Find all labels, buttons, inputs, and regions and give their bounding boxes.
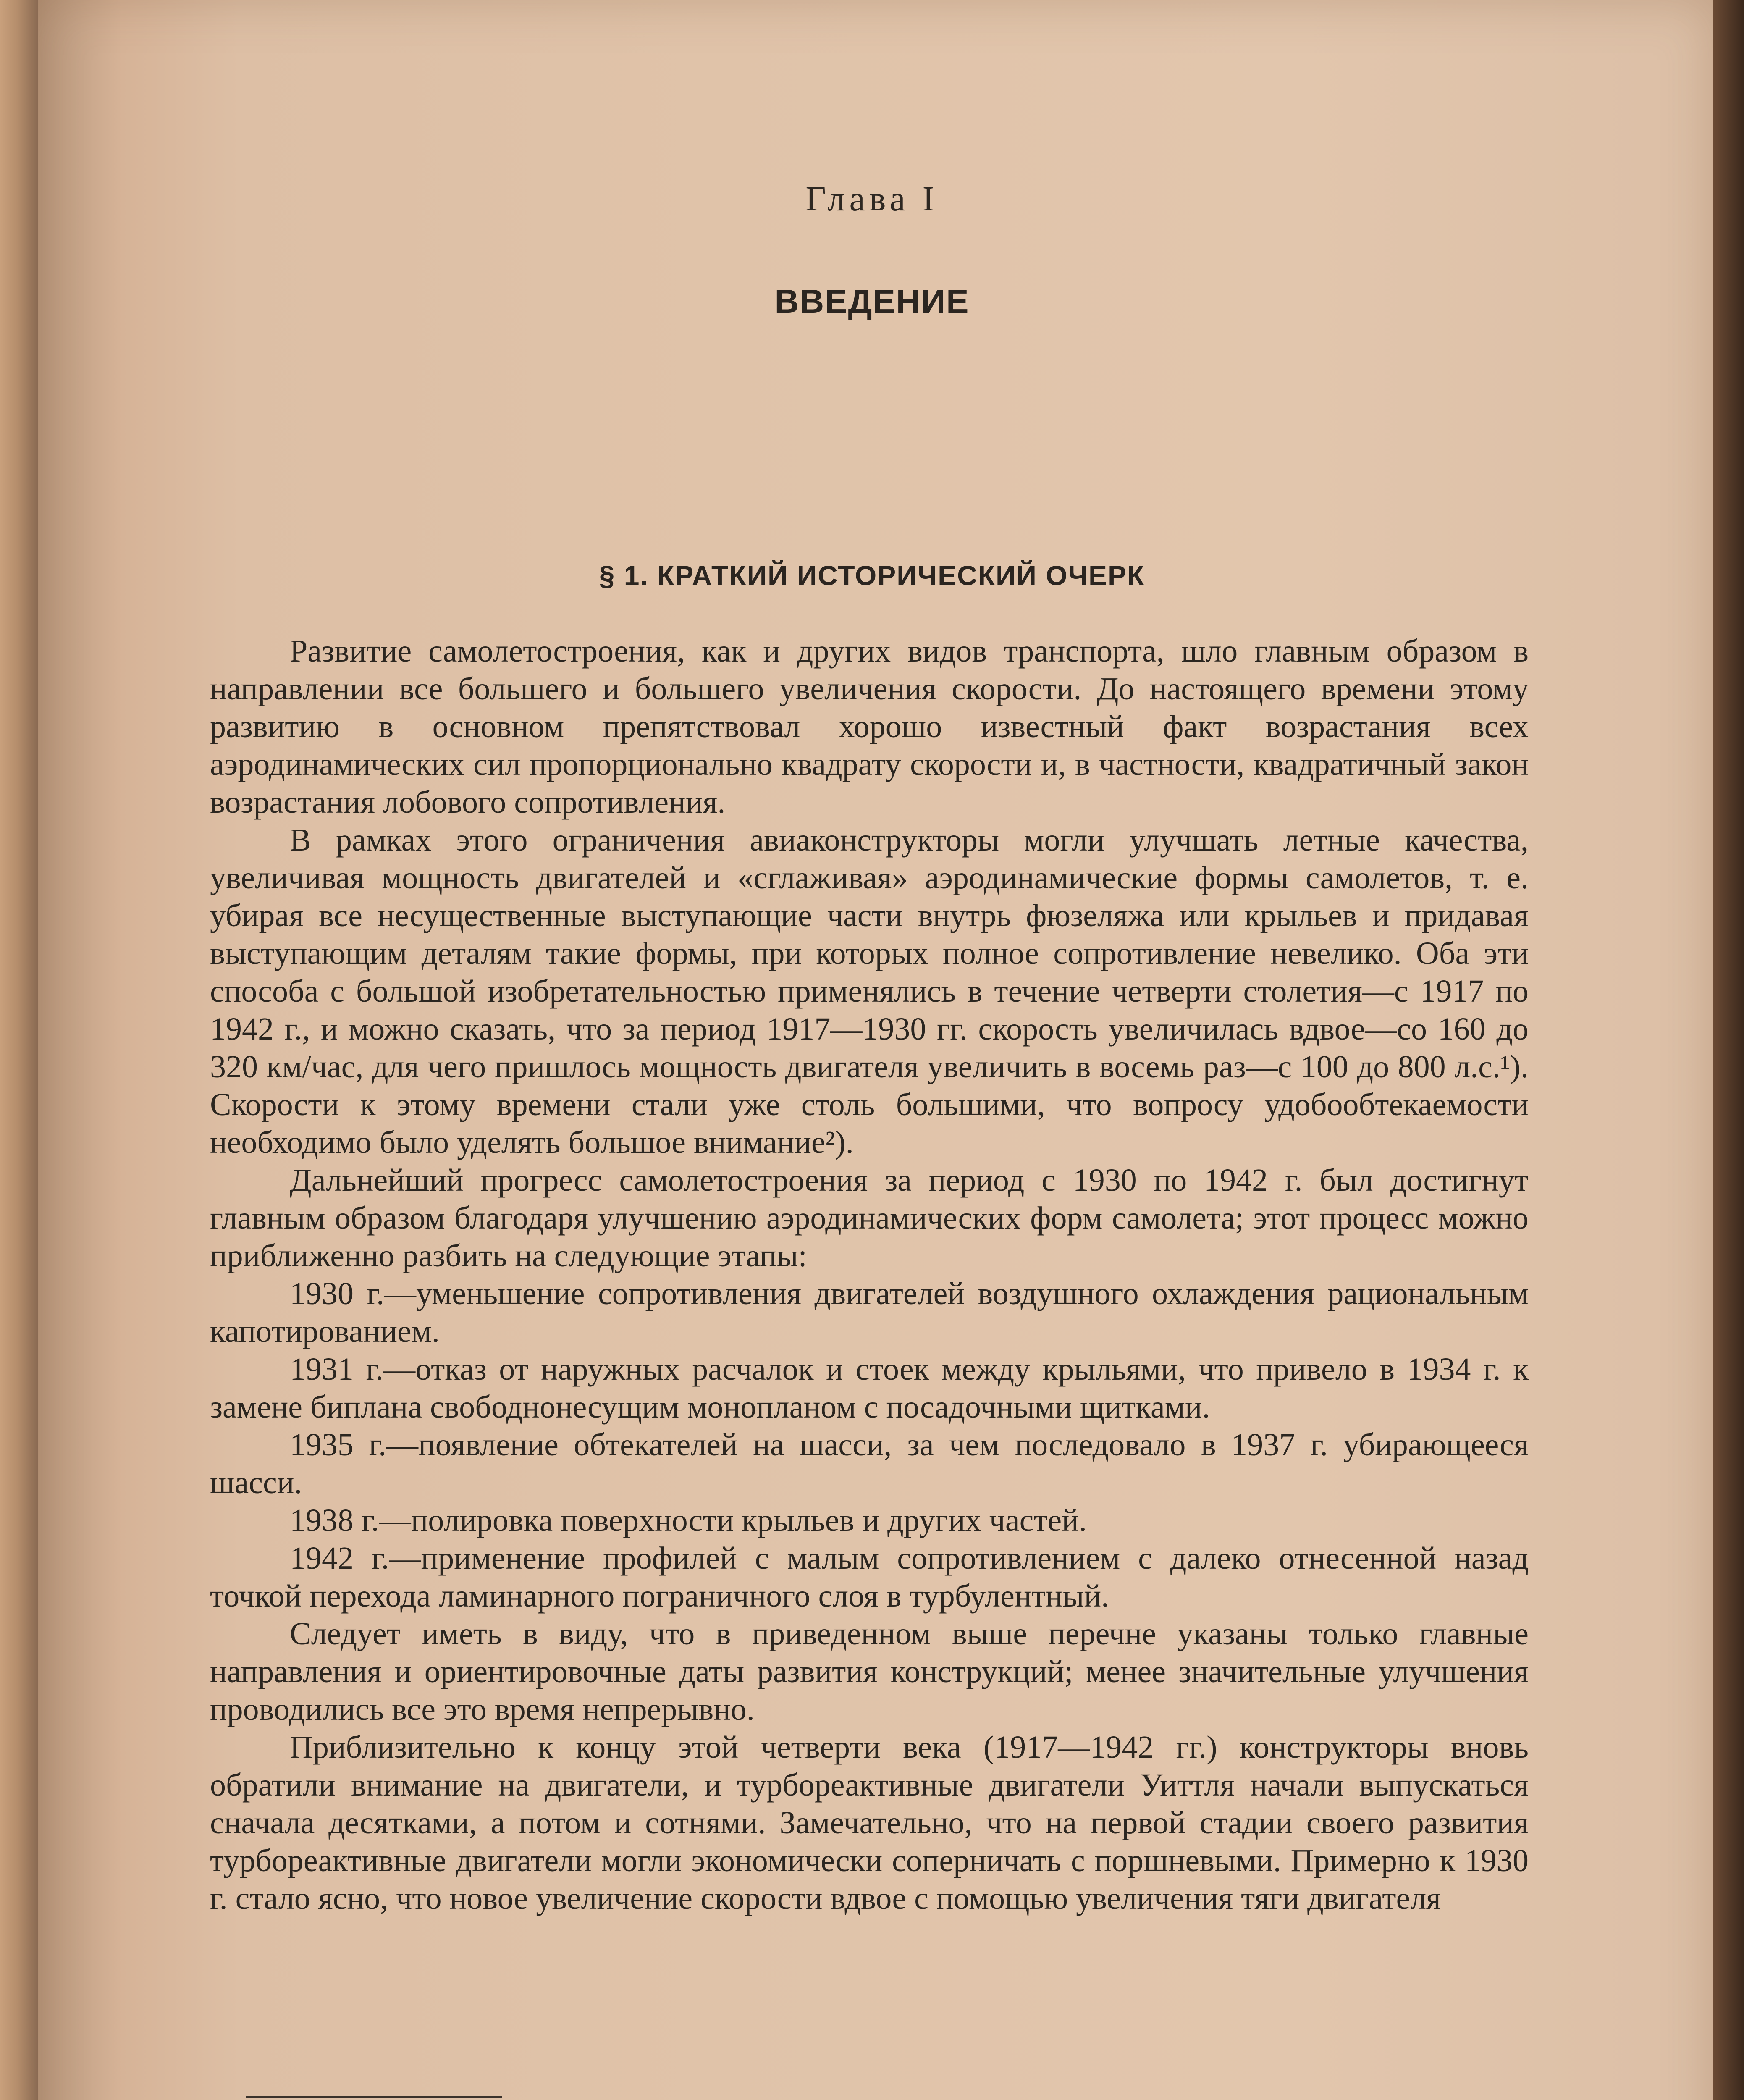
footnote-divider	[246, 2096, 502, 2098]
paragraph: Развитие самолетостроения, как и других видов транспорта, шло главным образом в направлении все большего и большего увеличения скорости. До настоящего времени этому развитию в основном препятствовал хорошо известный факт возрастания всех аэродинамических сил пропорционально квадрату скорости и, в частности, квадратичный закон возрастания лобового сопротивления.	[210, 633, 1529, 820]
chapter-label: Глава I	[805, 179, 939, 218]
paragraph: Приблизительно к концу этой четверти века (1917—1942 гг.) конструкторы вновь обратили внимание на двигатели, и турбореактивные двигатели Уиттля начали выпускаться сначала десятками, а потом и сотнями. Замечательно, что на первой стадии своего развития турбореактивные двигатели могли экономически соперничать с поршневыми. Примерно к 1930 г. стало ясно, что новое увеличение скорости вдвое с помощью увеличения тяги двигателя	[210, 1730, 1529, 1916]
timeline-item: 1942 г.—применение профилей с малым сопротивлением с далеко отнесенной назад точкой перехода ламинарного пограничного слоя в турбулентный.	[210, 1541, 1529, 1614]
body-text	[210, 632, 1529, 1917]
timeline-item: 1935 г.—появление обтекателей на шасси, за чем последовало в 1937 г. убирающееся шасси.	[210, 1427, 1529, 1500]
timeline-item: 1931 г.—отказ от наружных расчалок и стоек между крыльями, что привело в 1934 г. к замене биплана свободнонесущим монопланом с посадочными щитками.	[210, 1352, 1529, 1425]
paragraph: Следует иметь в виду, что в приведенном выше перечне указаны только главные направления и ориентировочные даты развития конструкций; менее значительные улучшения проводились все это время непрерывно.	[210, 1616, 1529, 1727]
timeline-item: 1938 г.—полировка поверхности крыльев и других частей.	[290, 1503, 1087, 1538]
paragraph: Дальнейший прогресс самолетостроения за период с 1930 по 1942 г. был достигнут главным образом благодаря улучшению аэродинамических форм самолета; этот процесс можно приближенно разбить на следующие этапы:	[210, 1163, 1529, 1273]
timeline-item: 1930 г.—уменьшение сопротивления двигателей воздушного охлаждения рациональным капотированием.	[210, 1276, 1529, 1349]
section-title: § 1. КРАТКИЙ ИСТОРИЧЕСКИЙ ОЧЕРК	[599, 560, 1145, 591]
chapter-title: ВВЕДЕНИЕ	[774, 283, 970, 320]
paragraph: В рамках этого ограничения авиаконструкторы могли улучшать летные качества, увеличивая мощность двигателей и «сглаживая» аэродинамические формы самолетов, т. е. убирая все несущественные выступающие части внутрь фюзеляжа или крыльев и придавая выступающим деталям такие формы, при которых полное сопротивление невелико. Оба эти способа с большой изобретательностью применялись в течение четверти столетия—с 1917 по 1942 г., и можно сказать, что за период 1917—1930 гг. скорость увеличилась вдвое—со 160 до 320 км/час, для чего пришлось мощность двигателя увеличить в восемь раз—с 100 до 800 л.с.¹). Скорости к этому времени стали уже столь большими, что вопросу удобообтекаемости необходимо было уделять большое внимание²).	[210, 822, 1529, 1160]
